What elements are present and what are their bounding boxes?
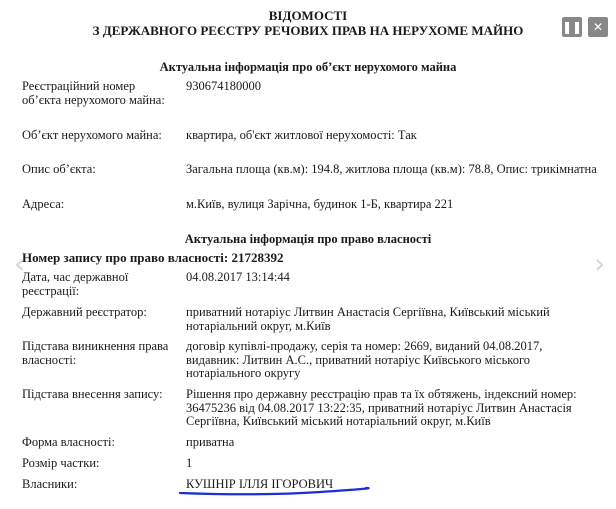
object-row-label: Об’єкт нерухомого майна: bbox=[22, 128, 162, 142]
ownership-row-value: 1 bbox=[186, 456, 193, 470]
pause-icon: ❚❚ bbox=[561, 20, 583, 34]
ownership-row-value: приватна bbox=[186, 435, 235, 449]
ownership-row-value: 04.08.2017 13:14:44 bbox=[186, 270, 290, 284]
object-row-label: Реєстраційний номер об’єкта нерухомого майна: bbox=[22, 79, 165, 107]
ownership-row-label: Власники: bbox=[22, 477, 78, 491]
object-row-value: Загальна площа (кв.м): 194.8, житлова площа (кв.м): 78.8, Опис: трикімнатна bbox=[186, 162, 597, 176]
object-row-value: 930674180000 bbox=[186, 79, 261, 93]
owner-name: КУШНІР ІЛЛЯ ІГОРОВИЧ bbox=[186, 477, 334, 491]
object-row-value: м.Київ, вулиця Зарічна, будинок 1-Б, квартира 221 bbox=[186, 197, 454, 211]
chevron-left-icon: ‹ bbox=[14, 247, 26, 280]
object-row-label: Опис об’єкта: bbox=[22, 162, 96, 176]
ownership-row-value: приватний нотаріус Литвин Анастасія Сергіївна, Київський міський нотаріальний округ, м.Київ bbox=[186, 305, 550, 333]
ownership-row-label: Форма власності: bbox=[22, 435, 115, 449]
ownership-row-label: Дата, час державної реєстрації: bbox=[22, 270, 129, 298]
chevron-right-icon: › bbox=[594, 247, 606, 280]
title-line-2: З ДЕРЖАВНОГО РЕЄСТРУ РЕЧОВИХ ПРАВ НА НЕРУХОМЕ МАЙНО bbox=[92, 23, 524, 38]
ownership-row-label: Підстава виникнення права власності: bbox=[22, 339, 169, 367]
object-row-label: Адреса: bbox=[22, 197, 65, 211]
ownership-row-value: договір купівлі-продажу, серія та номер: 2669, виданий 04.08.2017, видавник: Литвин А.С., приватний нотаріус Київського міського нотаріального округу bbox=[186, 339, 543, 380]
ownership-row-label: Розмір частки: bbox=[22, 456, 100, 470]
ownership-row-label: Державний реєстратор: bbox=[22, 305, 147, 319]
record-number: Номер запису про право власності: 21728392 bbox=[22, 250, 284, 265]
object-row-value: квартира, об'єкт житлової нерухомості: Так bbox=[186, 128, 417, 142]
close-button[interactable] bbox=[588, 17, 608, 37]
ownership-row-value: Рішення про державну реєстрацію прав та їх обтяжень, індексний номер: 36475236 від 04.08.2017 13:22:35, приватний нотаріус Литвин Анастасія Сергіївна, Київський міський нотаріальний округ, м.Київ bbox=[186, 387, 577, 428]
close-icon: ✕ bbox=[592, 20, 604, 34]
object-section-heading: Актуальна інформація про об’єкт нерухомого майна bbox=[159, 60, 457, 74]
document-title bbox=[0, 8, 616, 38]
ownership-row-label: Підстава внесення запису: bbox=[22, 387, 163, 401]
ownership-section-heading: Актуальна інформація про право власності bbox=[184, 232, 432, 246]
title-line-1: ВІДОМОСТІ bbox=[268, 8, 348, 23]
pause-button[interactable] bbox=[562, 17, 582, 37]
